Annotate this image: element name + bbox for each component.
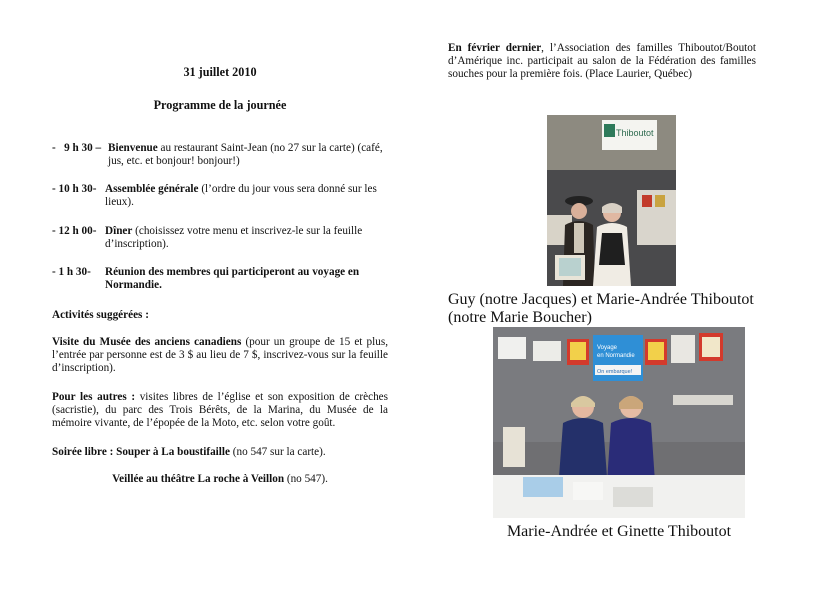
banner-line2: en Normandie — [597, 353, 635, 359]
photo-booth-costumes — [547, 115, 676, 286]
veillee-paragraph — [52, 473, 388, 486]
schedule-desc: au restaurant Saint-Jean (no 27 sur la carte) (café, jus, etc. et bonjour! bonjour!) — [108, 142, 383, 168]
museum-paragraph — [52, 336, 388, 376]
evening-text: (no 547 sur la carte). — [229, 446, 326, 458]
intro-text: , l’Association des familles Thiboutot/Boutot d’Amérique inc. participait au salon de la Fédération des familles souches pour la première fois. (Place Laurier, Québec) — [448, 42, 756, 81]
schedule-item-dinner — [52, 225, 388, 253]
schedule-time: - 10 h 30- — [52, 183, 97, 195]
museum-title: Visite du Musée des anciens canadiens — [52, 336, 242, 348]
schedule-label: Réunion des membres qui participeront au voyage en Normandie. — [105, 266, 360, 292]
photo-booth-table — [493, 327, 745, 518]
banner-line3: On embarque! — [597, 369, 633, 375]
photo-marie-andree-ginette — [493, 327, 745, 518]
intro-paragraph — [448, 42, 756, 82]
schedule-label: Bienvenue — [108, 142, 158, 154]
photo-guy-marie-andree — [547, 115, 676, 286]
schedule-item-assembly — [52, 183, 388, 211]
photo1-caption: Guy (notre Jacques) et Marie-Andrée Thiboutot (notre Marie Boucher) — [448, 291, 754, 326]
others-title: Pour les autres : — [52, 391, 136, 403]
schedule-time: - 1 h 30- — [52, 266, 91, 278]
veillee-text: (no 547). — [284, 473, 328, 485]
evening-title: Soirée libre : Souper à La boustifaille — [52, 446, 230, 458]
photo2-caption: Marie-Andrée et Ginette Thiboutot — [506, 523, 732, 540]
program-title: Programme de la journée — [153, 98, 287, 112]
schedule-item-meeting — [52, 266, 388, 294]
program-date: 31 juillet 2010 — [183, 65, 257, 79]
banner-line1: Voyage — [597, 345, 618, 351]
evening-paragraph — [52, 446, 388, 459]
museum-text: (pour un groupe de 15 et plus, l’entrée par personne est de 3 $ au lieu de 7 $, inscrivez-vous sur la feuille d’inscription). — [52, 336, 388, 375]
schedule-time: - 12 h 00- — [52, 225, 97, 237]
schedule-label: Assemblée générale — [105, 183, 199, 195]
veillee-title: Veillée au théâtre La roche à Veillon — [112, 473, 285, 485]
booth-sign-text: Thiboutot — [616, 128, 654, 138]
intro-title: En février dernier — [448, 42, 542, 54]
schedule-desc: (l’ordre du jour vous sera donné sur les lieux). — [105, 183, 377, 209]
schedule-time: - 9 h 30 – — [52, 142, 102, 154]
schedule-item-welcome — [52, 142, 388, 170]
schedule-label: Dîner — [105, 225, 133, 237]
others-text: visites libres de l’église et son exposition de crèches (sacristie), du parc des Trois Bérêts, de la Marina, du Musée de la mémoire vivante, de l’épopée de la Moto, etc. selon votre goût. — [52, 391, 388, 430]
activities-heading: Activités suggérées : — [52, 309, 149, 321]
schedule-desc: (choisissez votre menu et inscrivez-le sur la feuille d’inscription). — [105, 225, 363, 251]
others-paragraph — [52, 391, 388, 431]
